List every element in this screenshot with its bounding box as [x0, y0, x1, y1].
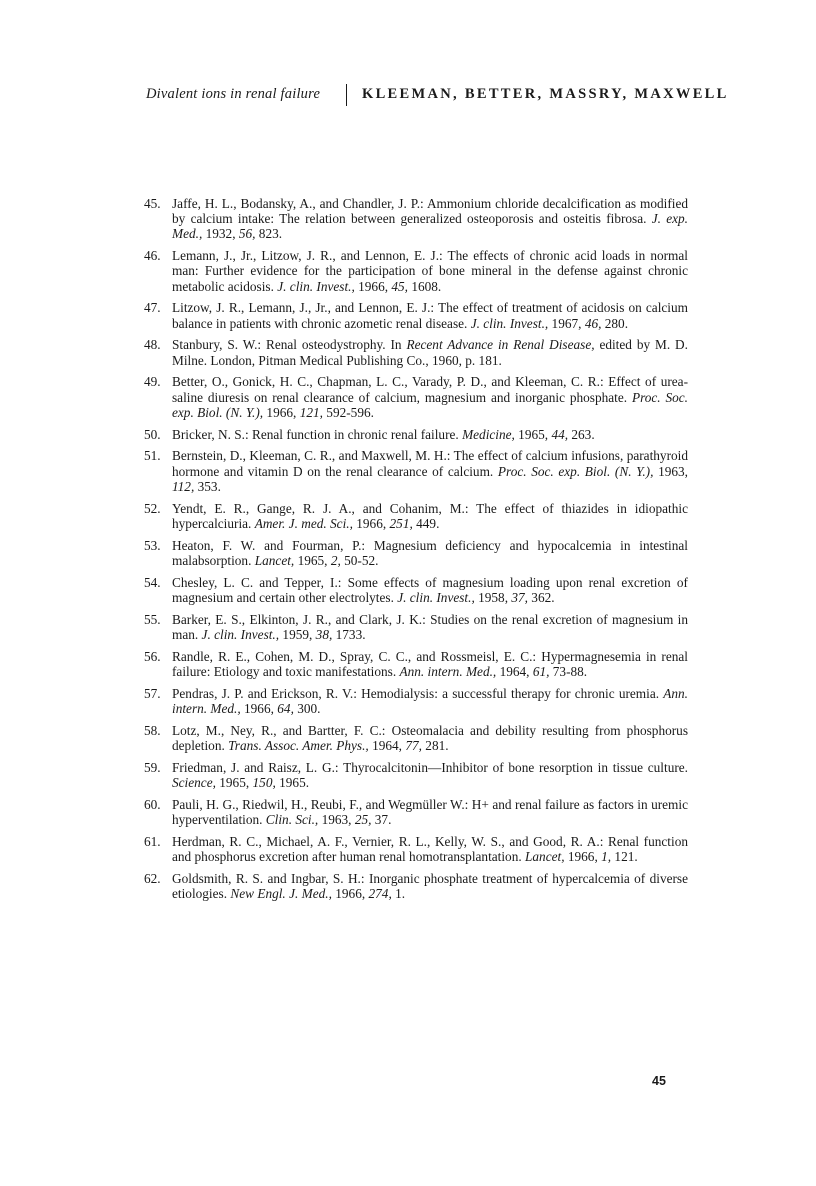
- reference-volume: 37,: [511, 589, 528, 605]
- reference-volume: 77,: [405, 737, 422, 753]
- reference-number: 56.: [144, 648, 161, 664]
- reference-number: 62.: [144, 870, 161, 886]
- reference-item: [144, 448, 688, 494]
- reference-text: Heaton, F. W. and Fourman, P.: Magnesium deficiency and hypocalcemia in intestinal malabsorption.: [172, 537, 688, 568]
- reference-pages: 73-88.: [549, 663, 588, 679]
- reference-year: 1964,: [368, 737, 406, 753]
- reference-number: 46.: [144, 248, 161, 264]
- reference-journal: New Engl. J. Med.,: [230, 885, 332, 901]
- reference-number: 47.: [144, 300, 161, 316]
- reference-pages: 449.: [412, 515, 440, 531]
- reference-item: [144, 871, 688, 901]
- reference-journal: Proc. Soc. exp. Biol. (N. Y.),: [497, 463, 654, 479]
- reference-text: Chesley, L. C. and Tepper, I.: Some effects of magnesium loading upon renal excretion of magnesium and certain other electrolytes.: [172, 574, 688, 605]
- reference-number: 49.: [144, 374, 161, 390]
- reference-text: Herdman, R. C., Michael, A. F., Vernier, R. L., Kelly, W. S., and Good, R. A.: Renal function and phosphorus excretion after human renal homotransplantation.: [172, 833, 688, 864]
- reference-number: 55.: [144, 611, 161, 627]
- reference-journal: Trans. Assoc. Amer. Phys.,: [228, 737, 369, 753]
- reference-text: Better, O., Gonick, H. C., Chapman, L. C., Varady, P. D., and Kleeman, C. R.: Effect of urea-saline diuresis on renal clearance of calcium, magnesium and inorganic phosphate.: [172, 374, 688, 405]
- reference-number: 57.: [144, 685, 161, 701]
- reference-year: 1963,: [318, 811, 355, 827]
- reference-item: [144, 427, 688, 442]
- reference-pages: 823.: [255, 226, 283, 242]
- reference-pages: 280.: [601, 315, 629, 331]
- reference-pages: 50-52.: [340, 552, 379, 568]
- reference-text: Jaffe, H. L., Bodansky, A., and Chandler, J. P.: Ammonium chloride decalcification as modified by calcium intake: The relation between generalized osteoporosis and osteitis fibrosa.: [172, 196, 688, 227]
- reference-journal: J. clin. Invest.,: [277, 278, 355, 294]
- reference-item: [144, 374, 688, 420]
- reference-year: 1967,: [548, 315, 585, 331]
- reference-item: [144, 797, 688, 827]
- reference-text: Goldsmith, R. S. and Ingbar, S. H.: Inorganic phosphate treatment of hypercalcemia of diverse etiologies.: [172, 870, 688, 901]
- reference-item: [144, 248, 688, 294]
- reference-year: 1966,: [352, 515, 390, 531]
- reference-year: 1963,: [653, 463, 688, 479]
- reference-text: Randle, R. E., Cohen, M. D., Spray, C. C., and Rossmeisl, E. C.: Hypermagnesemia in renal failure: Etiology and toxic manifestations.: [172, 648, 688, 679]
- reference-year: 1966,: [564, 848, 602, 864]
- reference-volume: 61,: [532, 663, 550, 679]
- reference-text: Lotz, M., Ney, R., and Bartter, F. C.: Osteomalacia and debility resulting from phosphorus depletion.: [172, 722, 688, 753]
- reference-item: [144, 686, 688, 716]
- reference-number: 50.: [144, 426, 161, 442]
- reference-year: edited by M. D. Milne. London, Pitman Medical Publishing Co., 1960, p. 181.: [172, 337, 688, 368]
- running-authors: KLEEMAN, BETTER, MASSRY, MAXWELL: [362, 86, 729, 102]
- reference-item: [144, 337, 688, 367]
- reference-volume: 46,: [584, 315, 602, 331]
- reference-number: 51.: [144, 448, 161, 464]
- reference-item: [144, 760, 688, 790]
- reference-text: Friedman, J. and Raisz, L. G.: Thyrocalcitonin—Inhibitor of bone resorption in tissue culture.: [172, 759, 688, 775]
- reference-text: Stanbury, S. W.: Renal osteodystrophy. In: [172, 337, 407, 353]
- reference-text: Yendt, E. R., Gange, R. J. A., and Cohanim, M.: The effect of thiazides in idiopathic hypercalciuria.: [172, 500, 688, 531]
- reference-journal: Amer. J. med. Sci.,: [254, 515, 353, 531]
- reference-number: 53.: [144, 537, 161, 553]
- reference-journal: Science,: [172, 774, 216, 790]
- reference-text: Pendras, J. P. and Erickson, R. V.: Hemodialysis: a successful therapy for chronic uremia.: [172, 685, 664, 701]
- page-number: 45: [652, 1074, 666, 1088]
- reference-pages: 353.: [194, 478, 221, 494]
- reference-journal: J. clin. Invest.,: [201, 626, 280, 642]
- reference-item: [144, 538, 688, 568]
- reference-number: 60.: [144, 796, 161, 812]
- reference-journal: Ann. intern. Med.,: [172, 685, 688, 716]
- reference-volume: 45,: [391, 278, 408, 294]
- reference-journal: J. clin. Invest.,: [470, 315, 549, 331]
- reference-volume: 1,: [601, 848, 612, 864]
- reference-year: 1966,: [240, 700, 278, 716]
- reference-volume: 56,: [238, 226, 256, 242]
- reference-year: 1966,: [354, 278, 392, 294]
- reference-volume: 251,: [389, 515, 413, 531]
- reference-item: [144, 649, 688, 679]
- reference-item: [144, 612, 688, 642]
- reference-number: 59.: [144, 759, 161, 775]
- reference-journal: Medicine,: [462, 426, 515, 442]
- reference-text: Bernstein, D., Kleeman, C. R., and Maxwell, M. H.: The effect of calcium infusions, parathyroid hormone and vitamin D on the renal clearance of calcium.: [172, 448, 688, 479]
- reference-number: 58.: [144, 722, 161, 738]
- reference-year: 1932,: [202, 226, 239, 242]
- reference-volume: 112,: [172, 478, 195, 494]
- reference-journal: Lancet,: [525, 848, 565, 864]
- reference-journal: Proc. Soc. exp. Biol. (N. Y.),: [172, 389, 689, 420]
- reference-pages: 1965.: [275, 774, 310, 790]
- reference-volume: 2,: [330, 552, 341, 568]
- reference-pages: 281.: [421, 737, 449, 753]
- reference-number: 48.: [144, 337, 161, 353]
- reference-number: 45.: [144, 196, 161, 211]
- reference-text: Lemann, J., Jr., Litzow, J. R., and Lennon, E. J.: The effects of chronic acid loads in normal man: Further evidence for the participation of bone mineral in the defense against chronic metabolic acidosis.: [172, 248, 688, 294]
- reference-journal: Ann. intern. Med.,: [399, 663, 497, 679]
- reference-pages: 300.: [293, 700, 321, 716]
- reference-year: 1965,: [294, 552, 331, 568]
- reference-number: 61.: [144, 833, 161, 849]
- reference-pages: 37.: [371, 811, 392, 827]
- reference-volume: 44,: [551, 426, 569, 442]
- reference-pages: 362.: [527, 589, 555, 605]
- reference-journal: J. exp. Med.,: [172, 211, 689, 242]
- reference-journal: Clin. Sci.,: [265, 811, 319, 827]
- reference-text: Pauli, H. G., Riedwil, H., Reubi, F., and Wegmüller W.: H+ and renal failure as factors in uremic hyperventilation.: [172, 796, 688, 827]
- reference-item: [144, 575, 688, 605]
- reference-year: 1959,: [279, 626, 316, 642]
- reference-item: [144, 834, 688, 864]
- reference-item: [144, 501, 688, 531]
- running-head: [146, 84, 729, 106]
- reference-volume: 64,: [277, 700, 294, 716]
- reference-year: 1965,: [215, 774, 253, 790]
- reference-journal: Recent Advance in Renal Disease,: [406, 337, 595, 353]
- reference-text: Litzow, J. R., Lemann, J., Jr., and Lennon, E. J.: The effect of treatment of acidosis on calcium balance in patients with chronic azometic renal disease.: [172, 300, 688, 331]
- reference-pages: 263.: [568, 426, 595, 442]
- reference-volume: 38,: [315, 626, 333, 642]
- reference-pages: 592-596.: [322, 404, 374, 420]
- reference-year: 1965,: [514, 426, 552, 442]
- reference-journal: Lancet,: [254, 552, 295, 568]
- reference-year: 1964,: [496, 663, 533, 679]
- reference-pages: 1733.: [332, 626, 366, 642]
- reference-pages: 1.: [391, 885, 406, 901]
- reference-number: 54.: [144, 574, 161, 590]
- reference-list: [144, 196, 688, 908]
- reference-text: Barker, E. S., Elkinton, J. R., and Clark, J. K.: Studies on the renal excretion of magnesium in man.: [172, 611, 688, 642]
- reference-volume: 25,: [354, 811, 372, 827]
- reference-year: 1966,: [263, 404, 300, 420]
- reference-item: [144, 723, 688, 753]
- reference-text: Bricker, N. S.: Renal function in chronic renal failure.: [172, 426, 463, 442]
- header-divider: [346, 84, 347, 106]
- running-title: Divalent ions in renal failure: [146, 86, 321, 102]
- reference-pages: 121.: [611, 848, 638, 864]
- reference-number: 52.: [144, 500, 161, 516]
- reference-pages: 1608.: [408, 278, 442, 294]
- reference-item: [144, 196, 688, 242]
- reference-volume: 150,: [252, 774, 276, 790]
- reference-journal: J. clin. Invest.,: [397, 589, 475, 605]
- reference-item: [144, 300, 688, 330]
- reference-year: 1966,: [331, 885, 369, 901]
- reference-year: 1958,: [474, 589, 512, 605]
- reference-volume: 121,: [299, 404, 323, 420]
- reference-volume: 274,: [368, 885, 392, 901]
